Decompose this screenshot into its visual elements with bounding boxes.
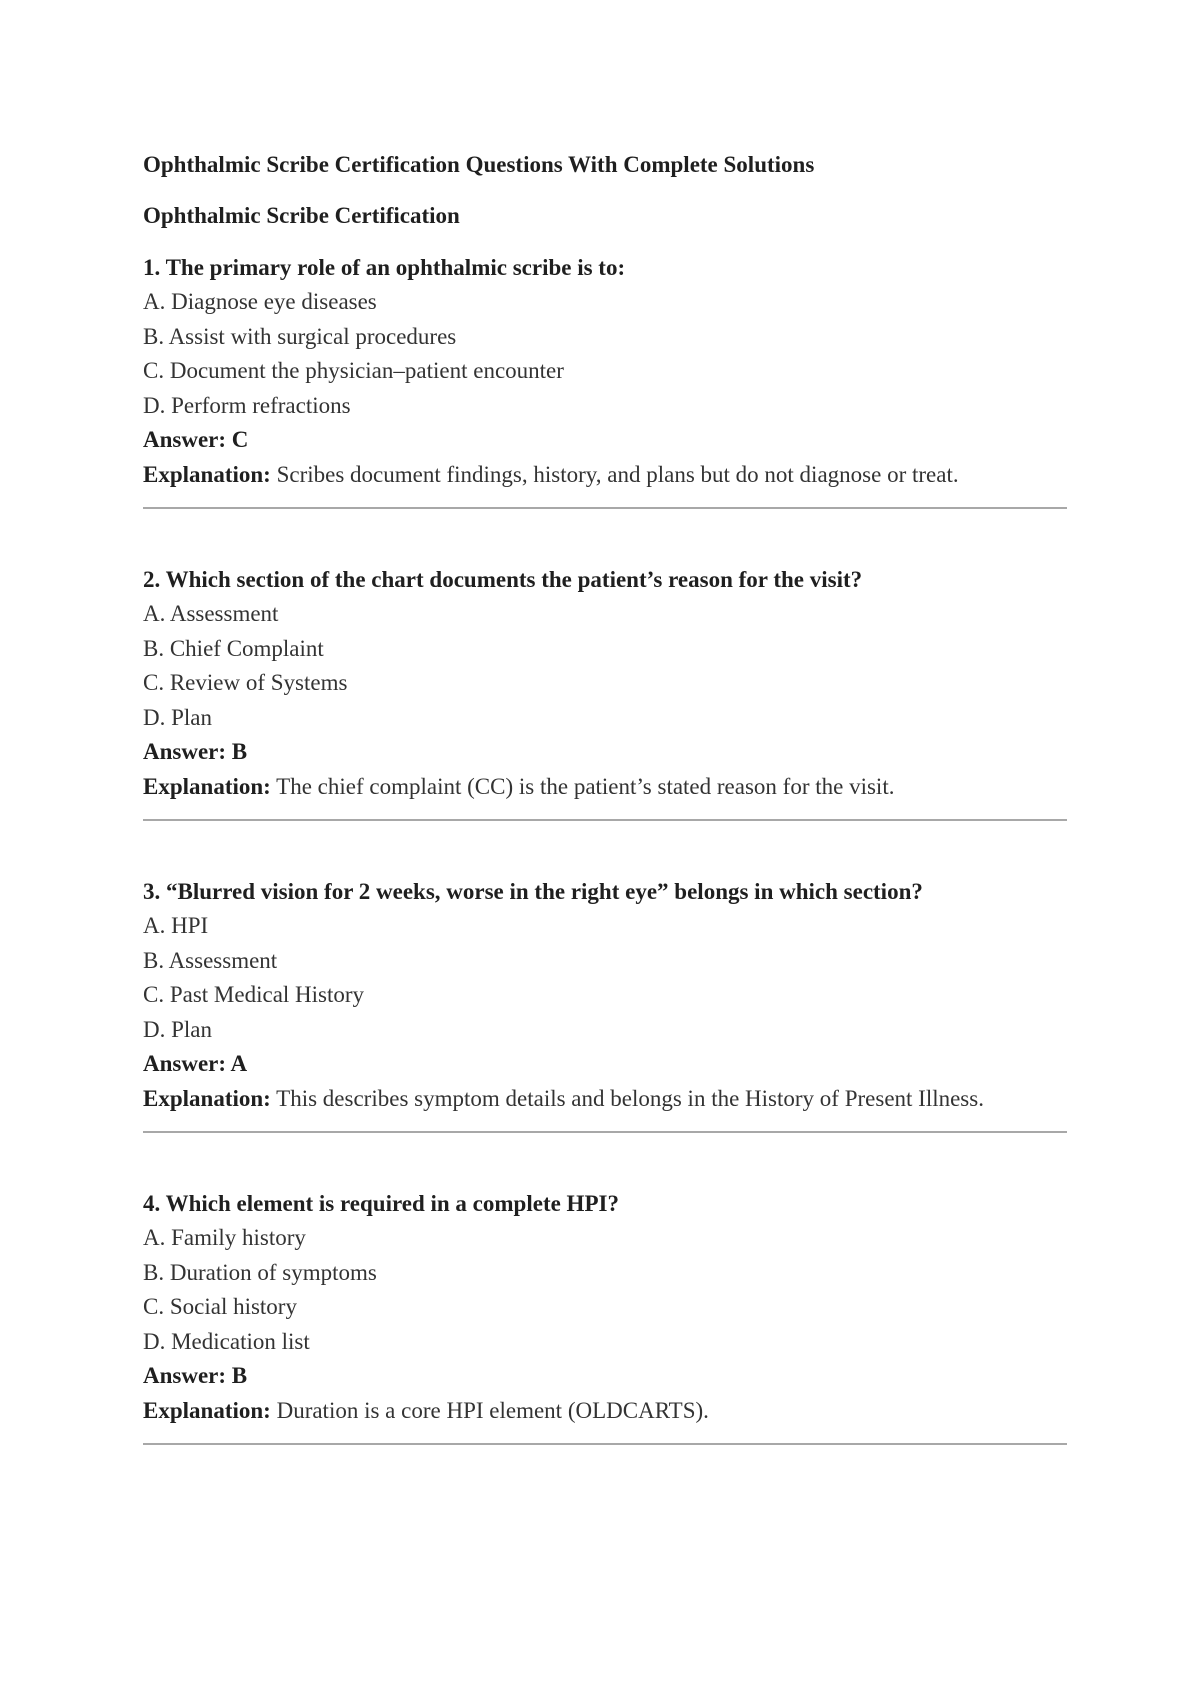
answer-value: B xyxy=(231,739,248,764)
question-text: 3. “Blurred vision for 2 weeks, worse in the right eye” belongs in which section? xyxy=(143,879,923,904)
answer-option-a: A. Assessment xyxy=(143,601,279,626)
answer-option-b: B. Duration of symptoms xyxy=(143,1259,377,1285)
document-page xyxy=(143,150,1067,1499)
question-block xyxy=(143,563,1067,821)
answer-option-a: A. HPI xyxy=(143,913,209,938)
correct-answer xyxy=(143,1359,1067,1394)
answer-option-a: A. Diagnose eye diseases xyxy=(143,289,377,314)
explanation-text: The chief complaint (CC) is the patient’s stated reason for the visit. xyxy=(276,773,895,799)
correct-answer xyxy=(143,735,1067,770)
answer-option-c: C. Review of Systems xyxy=(143,670,348,695)
explanation-label: Explanation: xyxy=(143,461,271,487)
answer-value: C xyxy=(231,427,249,452)
answer-option-d: D. Plan xyxy=(143,704,212,730)
document-title: Ophthalmic Scribe Certification Questions With Complete Solutions xyxy=(143,152,815,177)
answer-option-d: D. Medication list xyxy=(143,1328,310,1354)
explanation-label: Explanation: xyxy=(143,1085,271,1111)
answer-value: B xyxy=(231,1363,248,1388)
correct-answer xyxy=(143,1047,1067,1082)
answer-option-c: C. Past Medical History xyxy=(143,982,365,1007)
question-block xyxy=(143,875,1067,1133)
explanation-label: Explanation: xyxy=(143,773,271,799)
section-divider xyxy=(143,507,1067,509)
answer-option-b: B. Assist with surgical procedures xyxy=(143,323,457,349)
answer-option-b: B. Chief Complaint xyxy=(143,635,324,661)
answer-option-c: C. Social history xyxy=(143,1294,297,1319)
answer-value: A xyxy=(230,1051,248,1076)
answer-option-d: D. Perform refractions xyxy=(143,392,351,418)
explanation-label: Explanation: xyxy=(143,1397,271,1423)
explanation xyxy=(143,458,1067,493)
answer-option-a: A. Family history xyxy=(143,1225,306,1250)
correct-answer xyxy=(143,423,1067,458)
question-text: 1. The primary role of an ophthalmic scribe is to: xyxy=(143,255,626,280)
explanation-text: Scribes document findings, history, and plans but do not diagnose or treat. xyxy=(276,461,959,487)
document-subtitle: Ophthalmic Scribe Certification xyxy=(143,203,460,228)
question-text: 2. Which section of the chart documents the patient’s reason for the visit? xyxy=(143,567,863,592)
section-divider xyxy=(143,1131,1067,1133)
answer-option-d: D. Plan xyxy=(143,1016,212,1042)
question-block xyxy=(143,251,1067,509)
answer-option-b: B. Assessment xyxy=(143,947,278,973)
explanation xyxy=(143,770,1067,805)
explanation-text: This describes symptom details and belongs in the History of Present Illness. xyxy=(276,1085,984,1111)
answer-label: Answer: xyxy=(143,427,227,452)
explanation-text: Duration is a core HPI element (OLDCARTS). xyxy=(276,1397,709,1423)
answer-label: Answer: xyxy=(143,1051,227,1076)
section-divider xyxy=(143,1443,1067,1445)
section-divider xyxy=(143,819,1067,821)
answer-label: Answer: xyxy=(143,1363,227,1388)
question-block xyxy=(143,1187,1067,1445)
answer-label: Answer: xyxy=(143,739,227,764)
explanation xyxy=(143,1394,1067,1429)
explanation xyxy=(143,1082,1067,1117)
question-text: 4. Which element is required in a complete HPI? xyxy=(143,1191,619,1216)
answer-option-c: C. Document the physician–patient encounter xyxy=(143,358,564,383)
